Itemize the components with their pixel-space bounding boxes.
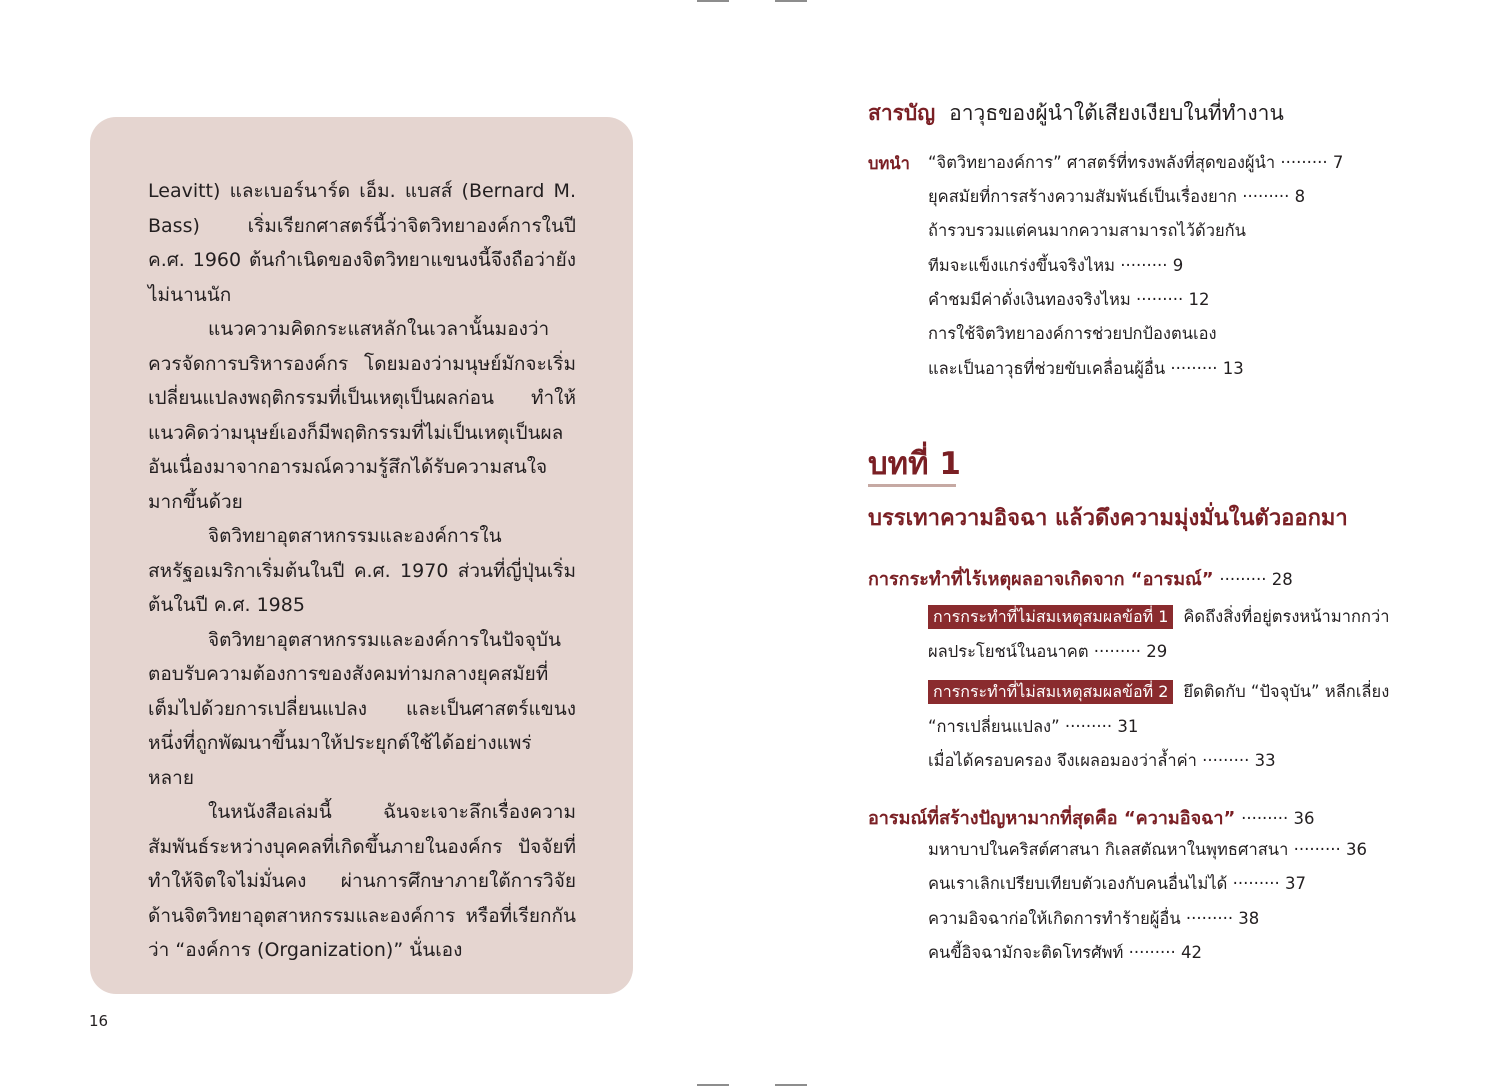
paragraph: แนวความคิดกระแสหลักในเวลานั้นมองว่าควรจัดการบริหารองค์กร โดยมองว่ามนุษย์มักจะเริ่มเปลี่ยนแปลงพฤติกรรมที่เป็นเหตุเป็นผลก่อน ทำให้แนวคิดว่ามนุษย์เองก็มีพฤติกรรมที่ไม่เป็นเหตุเป็นผลอันเนื่องมาจากอารมณ์ความรู้สึกได้รับความสนใจมากขึ้นด้วย: [148, 318, 576, 513]
section-title: การกระทำที่ไร้เหตุผลอาจเกิดจาก “อารมณ์”: [868, 569, 1214, 590]
toc-entry[interactable]: “การเปลี่ยนแปลง” ········· 31: [928, 717, 1139, 736]
book-title: อาวุธของผู้นำใต้เสียงเงียบในที่ทำงาน: [949, 101, 1284, 125]
paragraph: Leavitt) และเบอร์นาร์ด เอ็ม. แบสส์ (Bernard M. Bass) เริ่มเรียกศาสตร์นี้ว่าจิตวิทยาองค์การในปี ค.ศ. 1960 ต้นกำเนิดของจิตวิทยาแขนงนี้จึงถือว่ายังไม่นานนัก: [148, 180, 576, 306]
paragraph: จิตวิทยาอุตสาหกรรมและองค์การในปัจจุบันตอบรับความต้องการของสังคมท่ามกลางยุคสมัยที่เต็มไปด้วยการเปลี่ยนแปลง และเป็นศาสตร์แขนงหนึ่งที่ถูกพัฒนาขึ้นมาให้ประยุกต์ใช้ได้อย่างแพร่หลาย: [148, 628, 576, 789]
chapter-number: บทที่ 1: [868, 446, 961, 482]
toc-entry[interactable]: [928, 605, 1389, 629]
chapter-underline: [868, 484, 956, 487]
toc-entry[interactable]: ทีมจะแข็งแกร่งขึ้นจริงไหม ········· 9: [928, 256, 1184, 275]
toc-entry[interactable]: ผลประโยชน์ในอนาคต ········· 29: [928, 642, 1168, 661]
reason-badge: การกระทำที่ไม่สมเหตุสมผลข้อที่ 1: [928, 605, 1173, 629]
entry-text: คิดถึงสิ่งที่อยู่ตรงหน้ามากกว่า: [1183, 607, 1390, 626]
toc-entry[interactable]: และเป็นอาวุธที่ช่วยขับเคลื่อนผู้อื่น ········· 13: [928, 359, 1244, 378]
toc-entry[interactable]: คำชมมีค่าดั่งเงินทองจริงไหม ········· 12: [928, 290, 1210, 309]
body-text: [148, 174, 576, 968]
toc-entry[interactable]: คนเราเลิกเปรียบเทียบตัวเองกับคนอื่นไม่ได้ ········· 37: [928, 874, 1307, 893]
paragraph: จิตวิทยาอุตสาหกรรมและองค์การในสหรัฐอเมริกาเริ่มต้นในปี ค.ศ. 1970 ส่วนที่ญี่ปุ่นเริ่มต้นในปี ค.ศ. 1985: [148, 525, 576, 616]
toc-entry[interactable]: เมื่อได้ครอบครอง จึงเผลอมองว่าล้ำค่า ········· 33: [928, 751, 1276, 770]
toc-entry[interactable]: คนขี้อิจฉามักจะติดโทรศัพท์ ········· 42: [928, 943, 1203, 962]
paragraph: ในหนังสือเล่มนี้ ฉันจะเจาะลึกเรื่องความสัมพันธ์ระหว่างบุคคลที่เกิดขึ้นภายในองค์กร ปัจจัยที่ทำให้จิตใจไม่มั่นคง ผ่านการศึกษาภายใต้การวิจัยด้านจิตวิทยาอุตสาหกรรมและองค์การ หรือที่เรียกกันว่า “องค์การ (Organization)” นั่นเอง: [148, 801, 576, 961]
section-heading[interactable]: [868, 564, 1293, 593]
chapter-title: บรรเทาความอิจฉา แล้วดึงความมุ่งมั่นในตัวออกมา: [868, 506, 1348, 531]
reason-badge: การกระทำที่ไม่สมเหตุสมผลข้อที่ 2: [928, 680, 1173, 704]
trim-mark: [697, 1084, 729, 1086]
section-page: ········· 28: [1219, 570, 1293, 589]
toc-label: สารบัญ: [868, 101, 936, 125]
section-page: ········· 36: [1241, 809, 1315, 828]
toc-title: [868, 97, 1284, 130]
trim-mark: [775, 1084, 807, 1086]
toc-entry[interactable]: การใช้จิตวิทยาองค์การช่วยปกป้องตนเอง: [928, 324, 1217, 343]
intro-label: บทนำ: [868, 154, 910, 173]
toc-entry[interactable]: “จิตวิทยาองค์การ” ศาสตร์ที่ทรงพลังที่สุดของผู้นำ ········· 7: [928, 153, 1344, 172]
section-heading[interactable]: [868, 803, 1315, 832]
page-number: 16: [89, 1012, 109, 1030]
toc-entry[interactable]: ถ้ารวบรวมแต่คนมากความสามารถไว้ด้วยกัน: [928, 221, 1246, 240]
toc-entry[interactable]: [928, 680, 1389, 704]
section-title: อารมณ์ที่สร้างปัญหามากที่สุดคือ “ความอิจฉา”: [868, 808, 1236, 829]
toc-entry[interactable]: ยุคสมัยที่การสร้างความสัมพันธ์เป็นเรื่องยาก ········· 8: [928, 187, 1306, 206]
entry-text: ยึดติดกับ “ปัจจุบัน” หลีกเลี่ยง: [1183, 682, 1390, 701]
trim-mark: [775, 0, 807, 2]
trim-mark: [697, 0, 729, 2]
toc-entry[interactable]: มหาบาปในคริสต์ศาสนา กิเลสตัณหาในพุทธศาสนา ········· 36: [928, 840, 1368, 859]
toc-entry[interactable]: ความอิจฉาก่อให้เกิดการทำร้ายผู้อื่น ········· 38: [928, 909, 1260, 928]
